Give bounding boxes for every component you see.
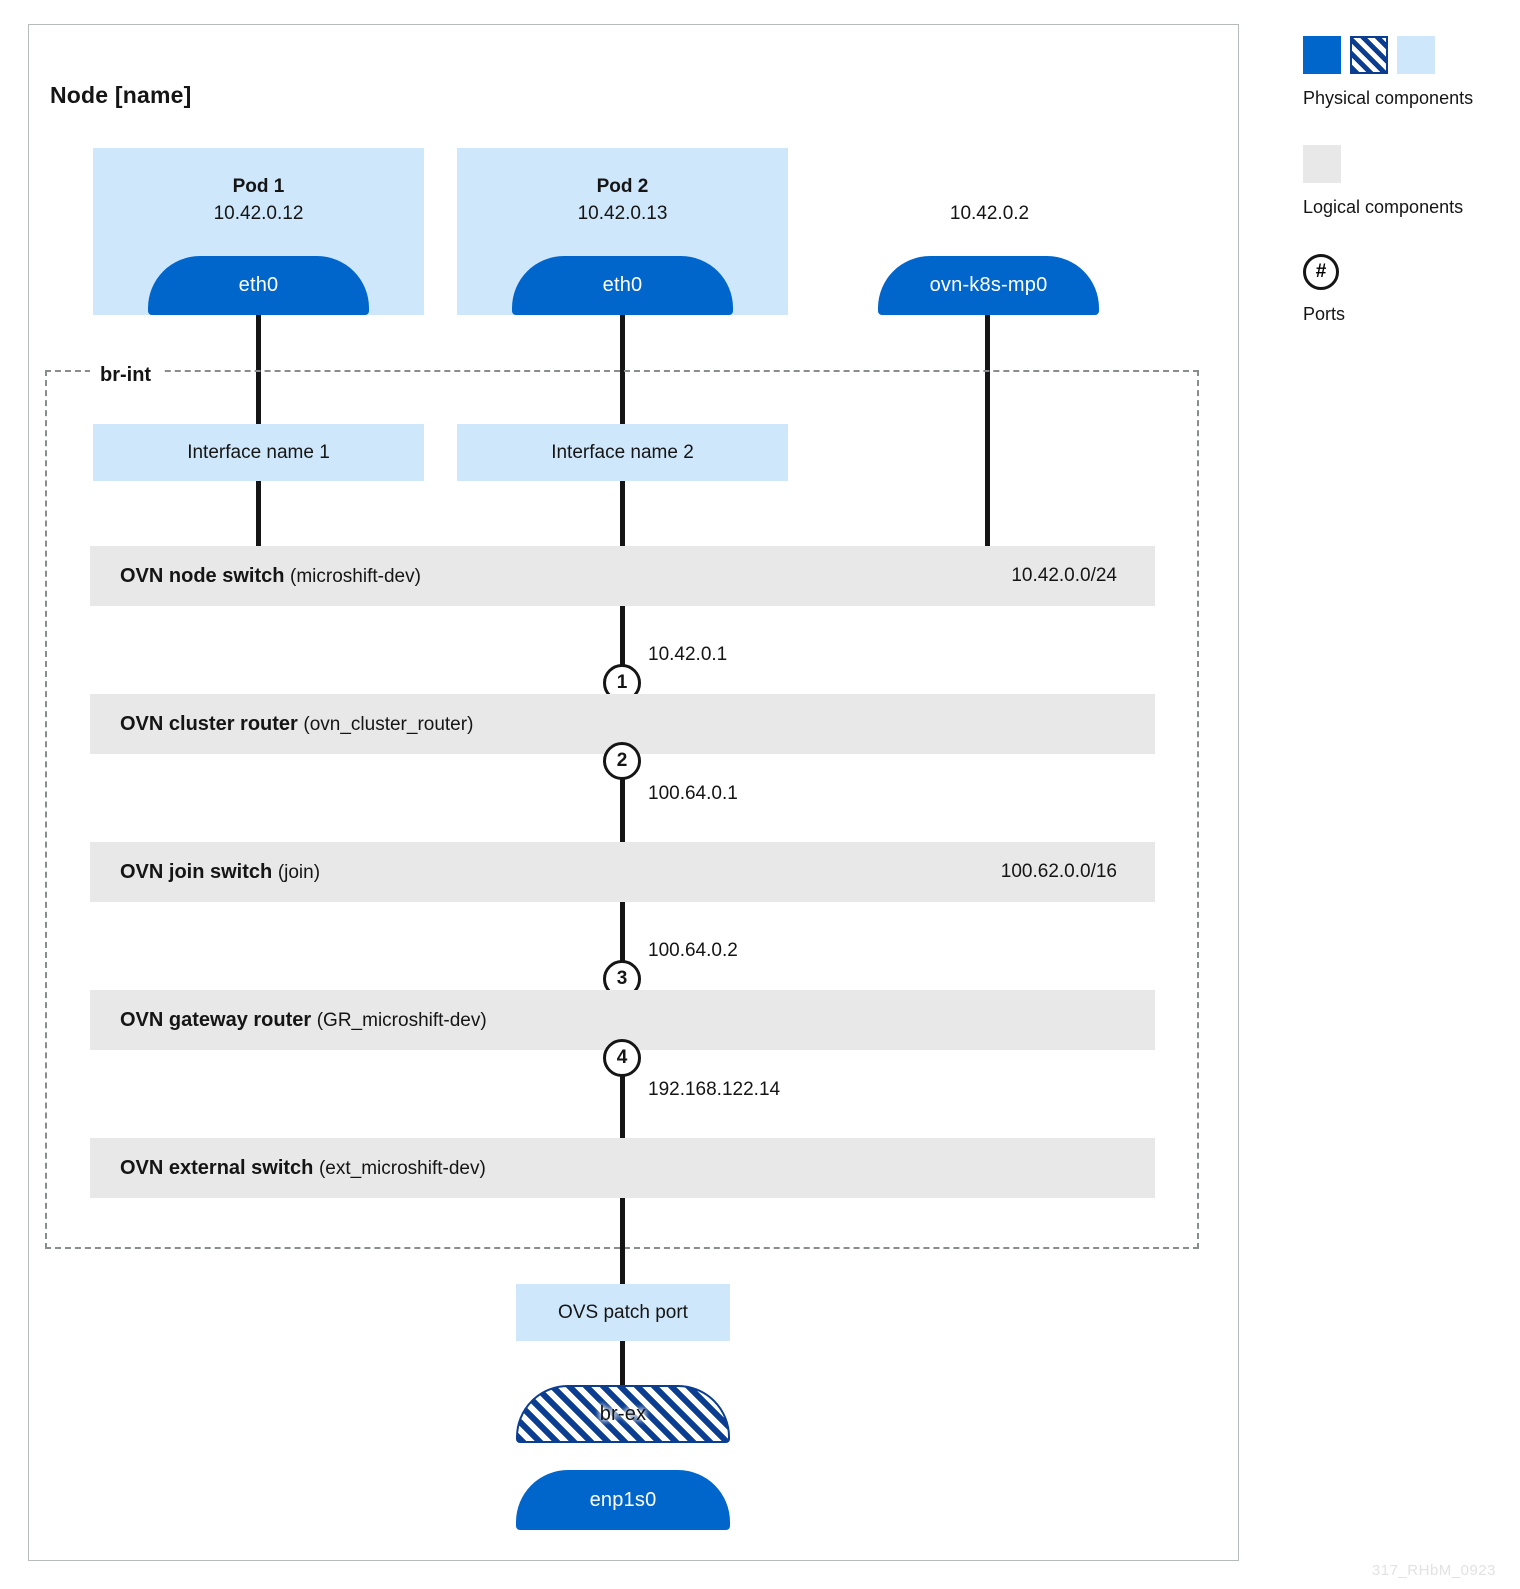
legend-port-icon: # [1303,254,1339,290]
ovn-gateway-router-detail: (GR_microshift-dev) [316,1009,487,1031]
ovn-cluster-router-name: OVN cluster router [120,712,298,735]
legend-logical-label: Logical components [1303,197,1464,217]
ovn-node-switch-cidr: 10.42.0.0/24 [1011,565,1117,586]
interface-name-2-box[interactable]: Interface name 2 [457,424,788,481]
connector-iface1-nodeswitch [256,481,261,547]
ovn-node-switch-label [120,565,421,588]
port-3-ip: 100.64.0.2 [648,940,738,961]
ovn-join-switch-label [120,861,320,884]
legend-swatch-grey [1303,145,1341,183]
ovn-node-switch-name: OVN node switch [120,564,285,587]
port-1-ip: 10.42.0.1 [648,644,728,665]
interface-name-1-box[interactable]: Interface name 1 [93,424,424,481]
legend-ports-block [1303,254,1513,325]
ovn-gateway-router-label [120,1009,487,1032]
port-3-circle[interactable]: 3 [603,960,641,998]
legend-swatch-hatched [1350,36,1388,74]
br-int-label: br-int [90,364,161,387]
connector-patchport-brex [620,1341,625,1387]
pod-2-eth0-interface[interactable]: eth0 [512,256,733,315]
ovs-patch-port-box[interactable]: OVS patch port [516,1284,730,1341]
connector-externalswitch-patchport [620,1198,625,1284]
ovn-k8s-mp0-interface[interactable]: ovn-k8s-mp0 [878,256,1099,315]
management-port-ip: 10.42.0.2 [949,203,1030,224]
ovn-cluster-router-label [120,713,473,736]
ovn-external-switch-detail: (ext_microshift-dev) [318,1157,486,1179]
port-4-ip: 192.168.122.14 [648,1079,781,1100]
ovn-node-switch-bar[interactable] [90,546,1155,606]
legend-swatch-light [1397,36,1435,74]
legend-swatch-solid [1303,36,1341,74]
pod-2-title: Pod 2 [596,176,649,197]
port-4-circle[interactable]: 4 [603,1039,641,1077]
legend [1303,36,1513,325]
pod-1-ip: 10.42.0.12 [213,203,304,224]
port-2-circle[interactable]: 2 [603,742,641,780]
port-1-circle[interactable]: 1 [603,664,641,702]
pod-1-title: Pod 1 [232,176,285,197]
ovn-external-switch-label [120,1157,486,1180]
ovn-cluster-router-detail: (ovn_cluster_router) [303,713,474,735]
enp1s0-interface[interactable]: enp1s0 [516,1470,730,1530]
ovn-join-switch-detail: (join) [277,861,321,883]
ovn-join-switch-bar[interactable] [90,842,1155,902]
legend-logical-block [1303,145,1513,218]
legend-physical-swatches [1303,36,1513,74]
watermark: 317_RHbM_0923 [1371,1562,1496,1579]
br-ex-bridge[interactable]: br-ex [516,1385,730,1443]
legend-physical-label: Physical components [1303,88,1474,108]
ovn-gateway-router-name: OVN gateway router [120,1008,312,1031]
pod-1-eth0-interface[interactable]: eth0 [148,256,369,315]
ovn-node-switch-detail: (microshift-dev) [290,565,421,587]
ovn-join-switch-cidr: 100.62.0.0/16 [1000,861,1117,882]
ovn-external-switch-name: OVN external switch [120,1156,314,1179]
legend-ports-label: Ports [1303,304,1346,324]
port-2-ip: 100.64.0.1 [648,783,738,804]
page-title: Node [name] [50,82,192,108]
connector-iface2-nodeswitch [620,481,625,547]
ovn-join-switch-name: OVN join switch [120,860,273,883]
pod-2-ip: 10.42.0.13 [577,203,668,224]
ovn-external-switch-bar[interactable] [90,1138,1155,1198]
